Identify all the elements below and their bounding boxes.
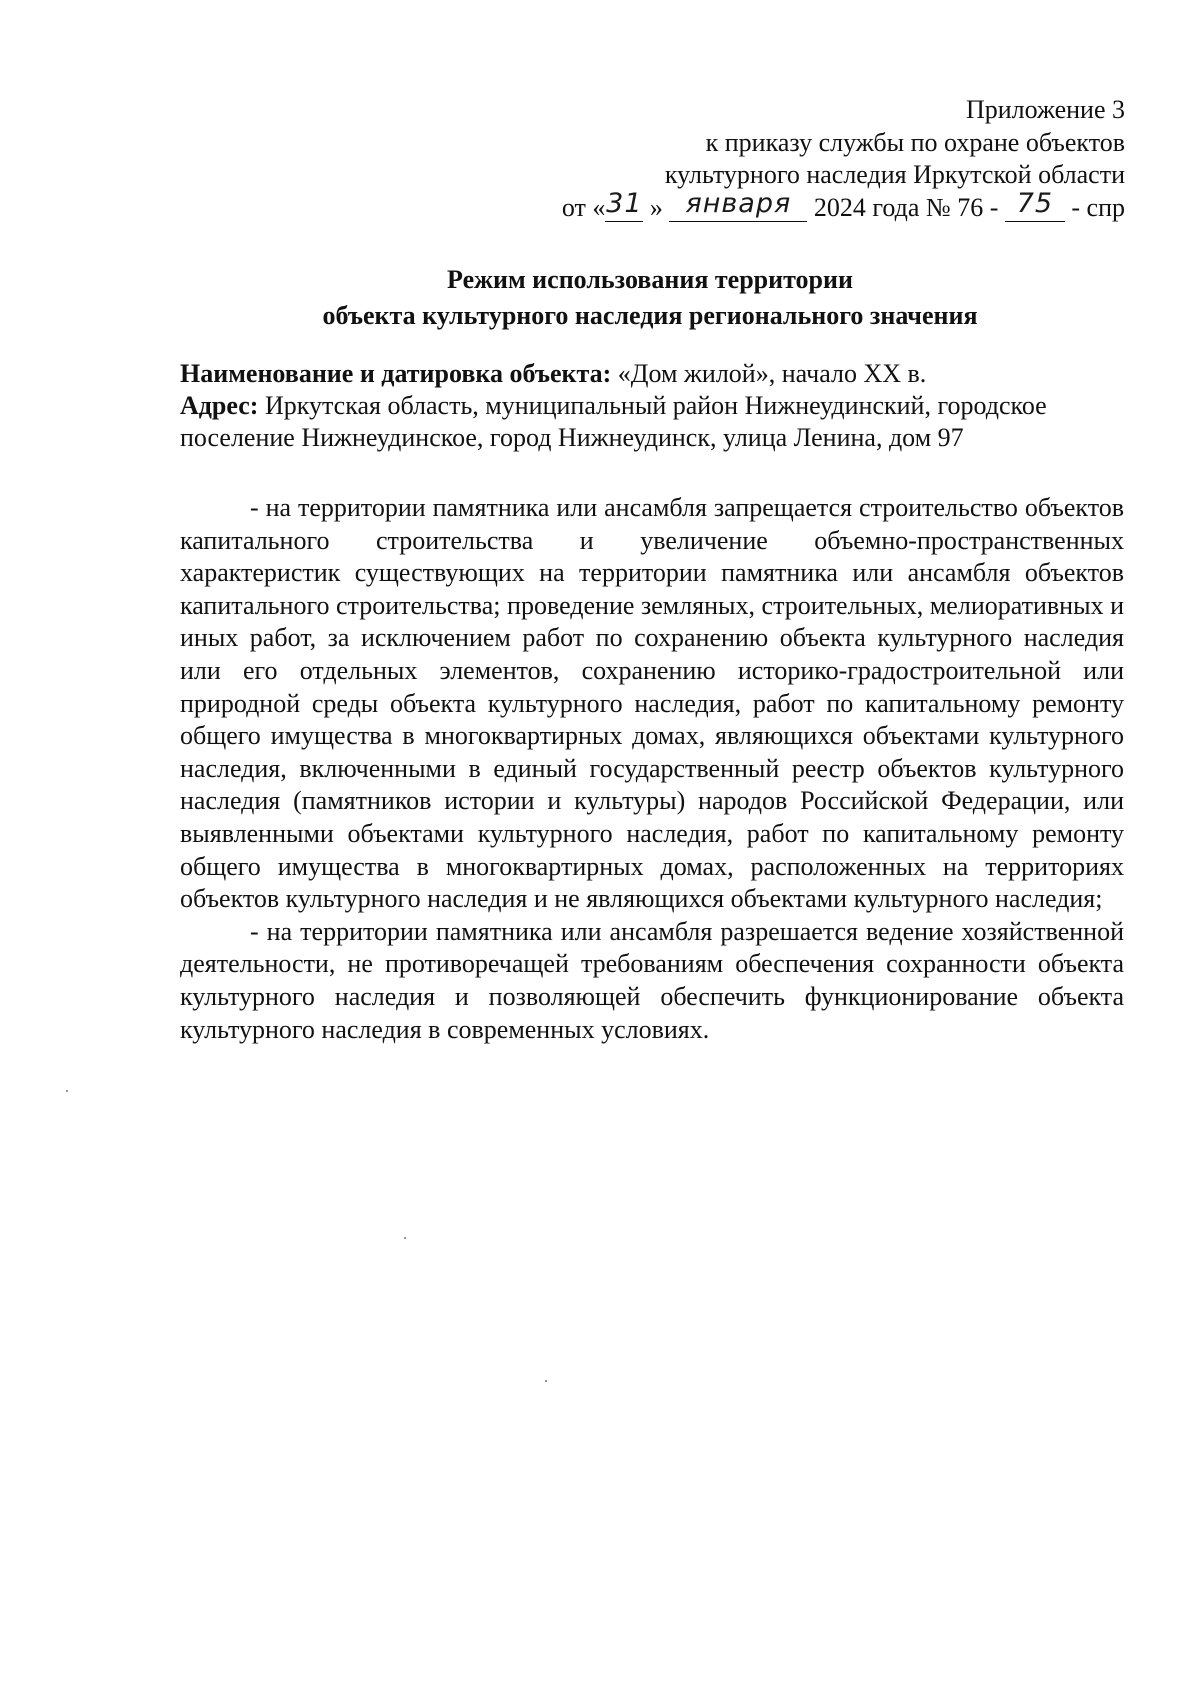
order-number-field xyxy=(1005,187,1065,222)
handwritten-day: 31 xyxy=(606,187,643,219)
annex-order-line: к приказу службы по охране объектов xyxy=(705,127,1125,157)
title-line-2: объекта культурного наследия регионального значения xyxy=(322,301,978,330)
date-mid: » xyxy=(649,192,663,222)
day-field xyxy=(605,187,643,222)
date-year: 2024 года № 76 - xyxy=(813,192,999,222)
prohibition-paragraph: - на территории памятника или ансамбля запрещается строительство объектов капитального строительства и увеличение объемно-пространственных характеристик существующих на территории памятника или ансамбля объектов капитального строительства; проведение земляных, строительных, мелиоративных и иных работ, за исключением работ по сохранению объекта культурного наследия или его отдельных элементов, сохранению историко-градостроительной или природной среды объекта культурного наследия, работ по капитальному ремонту общего имущества в многоквартирных домах, являющихся объектами культурного наследия, включенными в единый государственный реестр объектов культурного наследия (памятников истории и культуры) народов Российской Федерации, или выявленными объектами культурного наследия, работ по капитальному ремонту общего имущества в многоквартирных домах, расположенных на территориях объектов культурного наследия и не являющихся объектами культурного наследия; xyxy=(180,493,1124,914)
document-title xyxy=(180,262,1120,334)
annex-authority-line: культурного наследия Иркутской области xyxy=(664,160,1125,189)
date-suffix: - спр xyxy=(1071,192,1125,222)
scan-speck xyxy=(66,1090,68,1092)
scan-speck xyxy=(404,1237,406,1239)
title-line-1: Режим использования территории xyxy=(447,265,853,294)
handwritten-number: 75 xyxy=(1016,187,1054,219)
annex-number: Приложение 3 xyxy=(965,95,1125,124)
handwritten-month: января xyxy=(685,187,792,219)
scan-speck xyxy=(545,1380,547,1382)
object-info xyxy=(180,358,1124,454)
date-prefix: от « xyxy=(561,192,606,222)
object-name-row xyxy=(180,358,1124,390)
object-address-row xyxy=(180,390,1124,454)
month-field xyxy=(669,187,807,222)
regime-text xyxy=(180,492,1124,1046)
object-address-value: Иркутская область, муниципальный район Нижнеудинский, городское поселение Нижнеудинское, город Нижнеудинск, улица Ленина, дом 97 xyxy=(180,391,1047,452)
object-name-label: Наименование и датировка объекта: xyxy=(180,359,612,388)
object-name-value: «Дом жилой», начало XX в. xyxy=(617,359,927,388)
object-address-label: Адрес: xyxy=(180,391,259,420)
permission-paragraph: - на территории памятника или ансамбля разрешается ведение хозяйственной деятельности, не противоречащей требованиям обеспечения сохранности объекта культурного наследия и позволяющей обеспечить функционирование объекта культурного наследия в современных условиях. xyxy=(180,916,1124,1044)
order-date-line xyxy=(425,187,1125,225)
annex-header xyxy=(425,94,1125,224)
